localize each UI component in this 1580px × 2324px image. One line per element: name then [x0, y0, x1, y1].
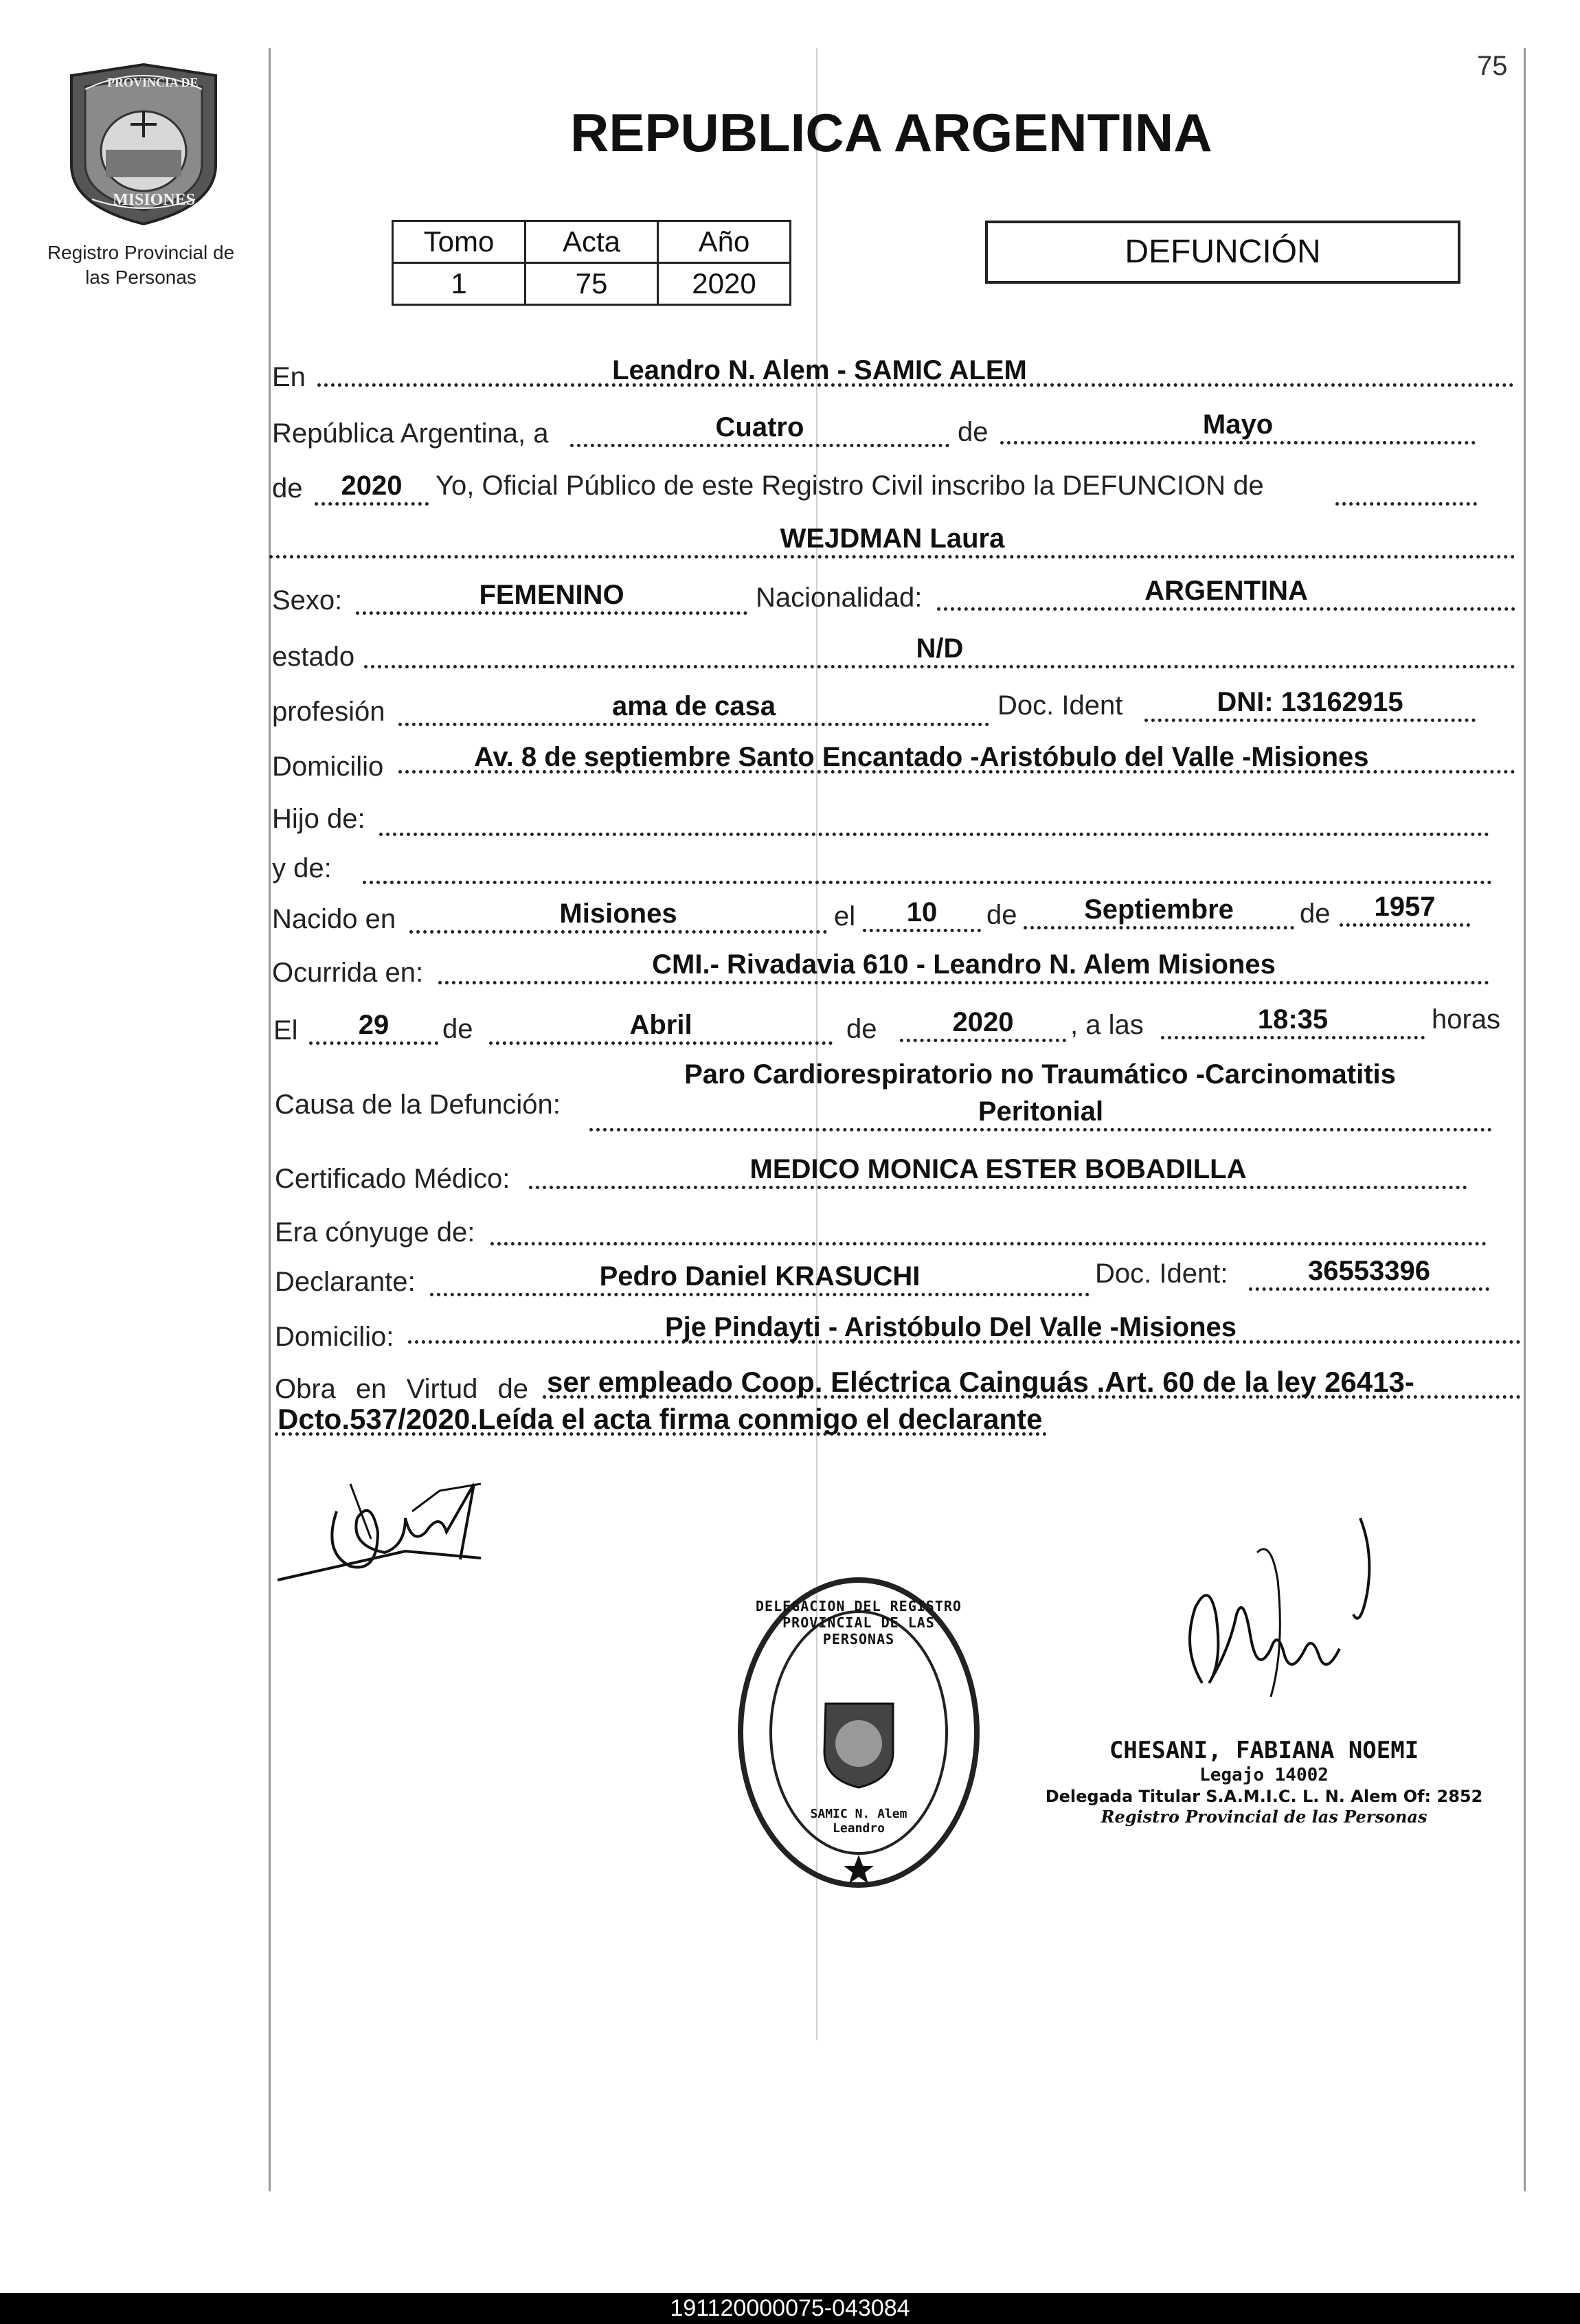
def-mes-value: Abril [489, 1008, 833, 1045]
nacido-value: Misiones [409, 897, 827, 934]
seal-inner-text: SAMIC N. Alem Leandro [810, 1807, 907, 1836]
en-label: En [272, 362, 306, 392]
official-legajo: Legajo 14002 [1199, 1765, 1329, 1785]
anio-value: 2020 [315, 469, 429, 506]
alas-label: , a las [1070, 1010, 1144, 1040]
registry-caption [27, 240, 254, 290]
docident-value: DNI: 13162915 [1144, 686, 1476, 722]
inscribo-trailing-line [1335, 469, 1477, 506]
page-number: 75 [1477, 51, 1508, 81]
domicilio-value: Av. 8 de septiembre Santo Encantado -Aristóbulo del Valle -Misiones [398, 741, 1515, 774]
nacido-label: Nacido en [272, 904, 396, 934]
docident-label: Doc. Ident [997, 690, 1123, 721]
causa-line2: Peritonial [589, 1095, 1492, 1131]
def-dia-value: 29 [309, 1008, 438, 1045]
declarante-label: Declarante: [275, 1267, 416, 1297]
value-tomo: 1 [393, 263, 526, 305]
record-table [392, 220, 791, 306]
decl-doc-value: 36553396 [1249, 1254, 1489, 1291]
right-margin-line [1524, 48, 1526, 2191]
nac-anio-value: 1957 [1340, 890, 1470, 927]
mes-value: Mayo [1000, 408, 1476, 444]
el2-label: El [273, 1015, 298, 1046]
obra-label: Obra en Virtud de [275, 1374, 529, 1404]
official-registro: Registro Provincial de las Personas [1101, 1807, 1427, 1827]
nombre-value: WEJDMAN Laura [269, 522, 1515, 559]
official-signature [1168, 1511, 1395, 1717]
page-title: REPUBLICA ARGENTINA [570, 102, 1212, 163]
seal-outer-text: DELEGACION DEL REGISTRO PROVINCIAL DE LAS PERSONAS [756, 1598, 962, 1647]
nac-de2-label: de [1300, 899, 1331, 929]
republica-label: República Argentina, a [272, 418, 549, 449]
decl-domicilio-label: Domicilio: [275, 1322, 394, 1352]
hijo-label: Hijo de: [272, 804, 365, 834]
sexo-value: FEMENINO [356, 578, 747, 615]
causa-line1: Paro Cardiorespiratorio no Traumático -Carcinomatitis [684, 1059, 1396, 1090]
de2-label: de [272, 473, 303, 504]
obra-line2: Dcto.537/2020.Leída el acta firma conmigo el declarante [275, 1403, 1047, 1436]
el-label: el [834, 901, 856, 932]
nac-dia-value: 10 [863, 896, 981, 932]
domicilio-label: Domicilio [272, 752, 384, 782]
nac-mes-value: Septiembre [1024, 893, 1294, 929]
sexo-label: Sexo: [272, 585, 343, 616]
value-anio: 2020 [658, 263, 791, 305]
profesion-label: profesión [272, 697, 385, 727]
emblem-text-bottom: MISIONES [113, 191, 196, 209]
official-seal [735, 1573, 982, 1889]
header-acta: Acta [526, 221, 658, 263]
registry-caption-line1: Registro Provincial de [47, 242, 235, 263]
header-tomo: Tomo [393, 221, 526, 263]
certificado-label: Certificado Médico: [275, 1164, 510, 1194]
estado-label: estado [272, 642, 355, 672]
def-anio-value: 2020 [900, 1006, 1066, 1042]
header-anio: Año [658, 221, 791, 263]
footer-code: 191120000075-043084 [0, 2293, 1580, 2324]
emblem-text-top: PROVINCIA DE [107, 76, 199, 89]
yde-label: y de: [272, 853, 332, 883]
estado-value: N/D [364, 632, 1515, 668]
official-name: CHESANI, FABIANA NOEMI [1109, 1737, 1419, 1764]
hora-value: 18:35 [1161, 1003, 1425, 1039]
province-emblem [65, 62, 223, 227]
document-type-box: DEFUNCIÓN [985, 221, 1460, 284]
ocurrida-label: Ocurrida en: [272, 958, 424, 988]
value-acta: 75 [526, 263, 658, 305]
nacionalidad-label: Nacionalidad: [756, 583, 923, 613]
inscribo-text: Yo, Oficial Público de este Registro Civil inscribo la DEFUNCION de [436, 471, 1264, 501]
conyuge-label: Era cónyuge de: [275, 1217, 475, 1248]
decl-domicilio-value: Pje Pindayti - Aristóbulo Del Valle -Misiones [408, 1311, 1521, 1344]
registry-caption-line2: las Personas [85, 267, 196, 288]
official-stamp [1030, 1737, 1498, 1827]
left-margin-line [269, 48, 271, 2191]
obra-line1: ser empleado Coop. Eléctrica Cainguás .Art. 60 de la ley 26413- [543, 1366, 1521, 1399]
certificado-value: MEDICO MONICA ESTER BOBADILLA [529, 1153, 1467, 1189]
declarante-value: Pedro Daniel KRASUCHI [430, 1260, 1090, 1296]
nac-de1-label: de [986, 900, 1017, 930]
ocurrida-value: CMI.- Rivadavia 610 - Leandro N. Alem Misiones [438, 948, 1489, 984]
yde-value-line [363, 848, 1492, 884]
nacionalidad-value: ARGENTINA [937, 574, 1515, 611]
causa-label: Causa de la Defunción: [275, 1090, 561, 1120]
official-cargo: Delegada Titular S.A.M.I.C. L. N. Alem Of: 2852 [1045, 1787, 1483, 1806]
de1-label: de [958, 417, 989, 447]
def-de1-label: de [442, 1014, 473, 1044]
dia-value: Cuatro [570, 411, 949, 447]
conyuge-value-line [490, 1209, 1487, 1245]
hijo-value-line [379, 800, 1489, 836]
en-value: Leandro N. Alem - SAMIC ALEM [317, 354, 1514, 387]
horas-label: horas [1432, 1004, 1501, 1035]
decl-doc-label: Doc. Ident: [1095, 1259, 1228, 1289]
declarant-signature [275, 1470, 495, 1587]
profesion-value: ama de casa [398, 690, 989, 726]
def-de2-label: de [846, 1014, 877, 1044]
